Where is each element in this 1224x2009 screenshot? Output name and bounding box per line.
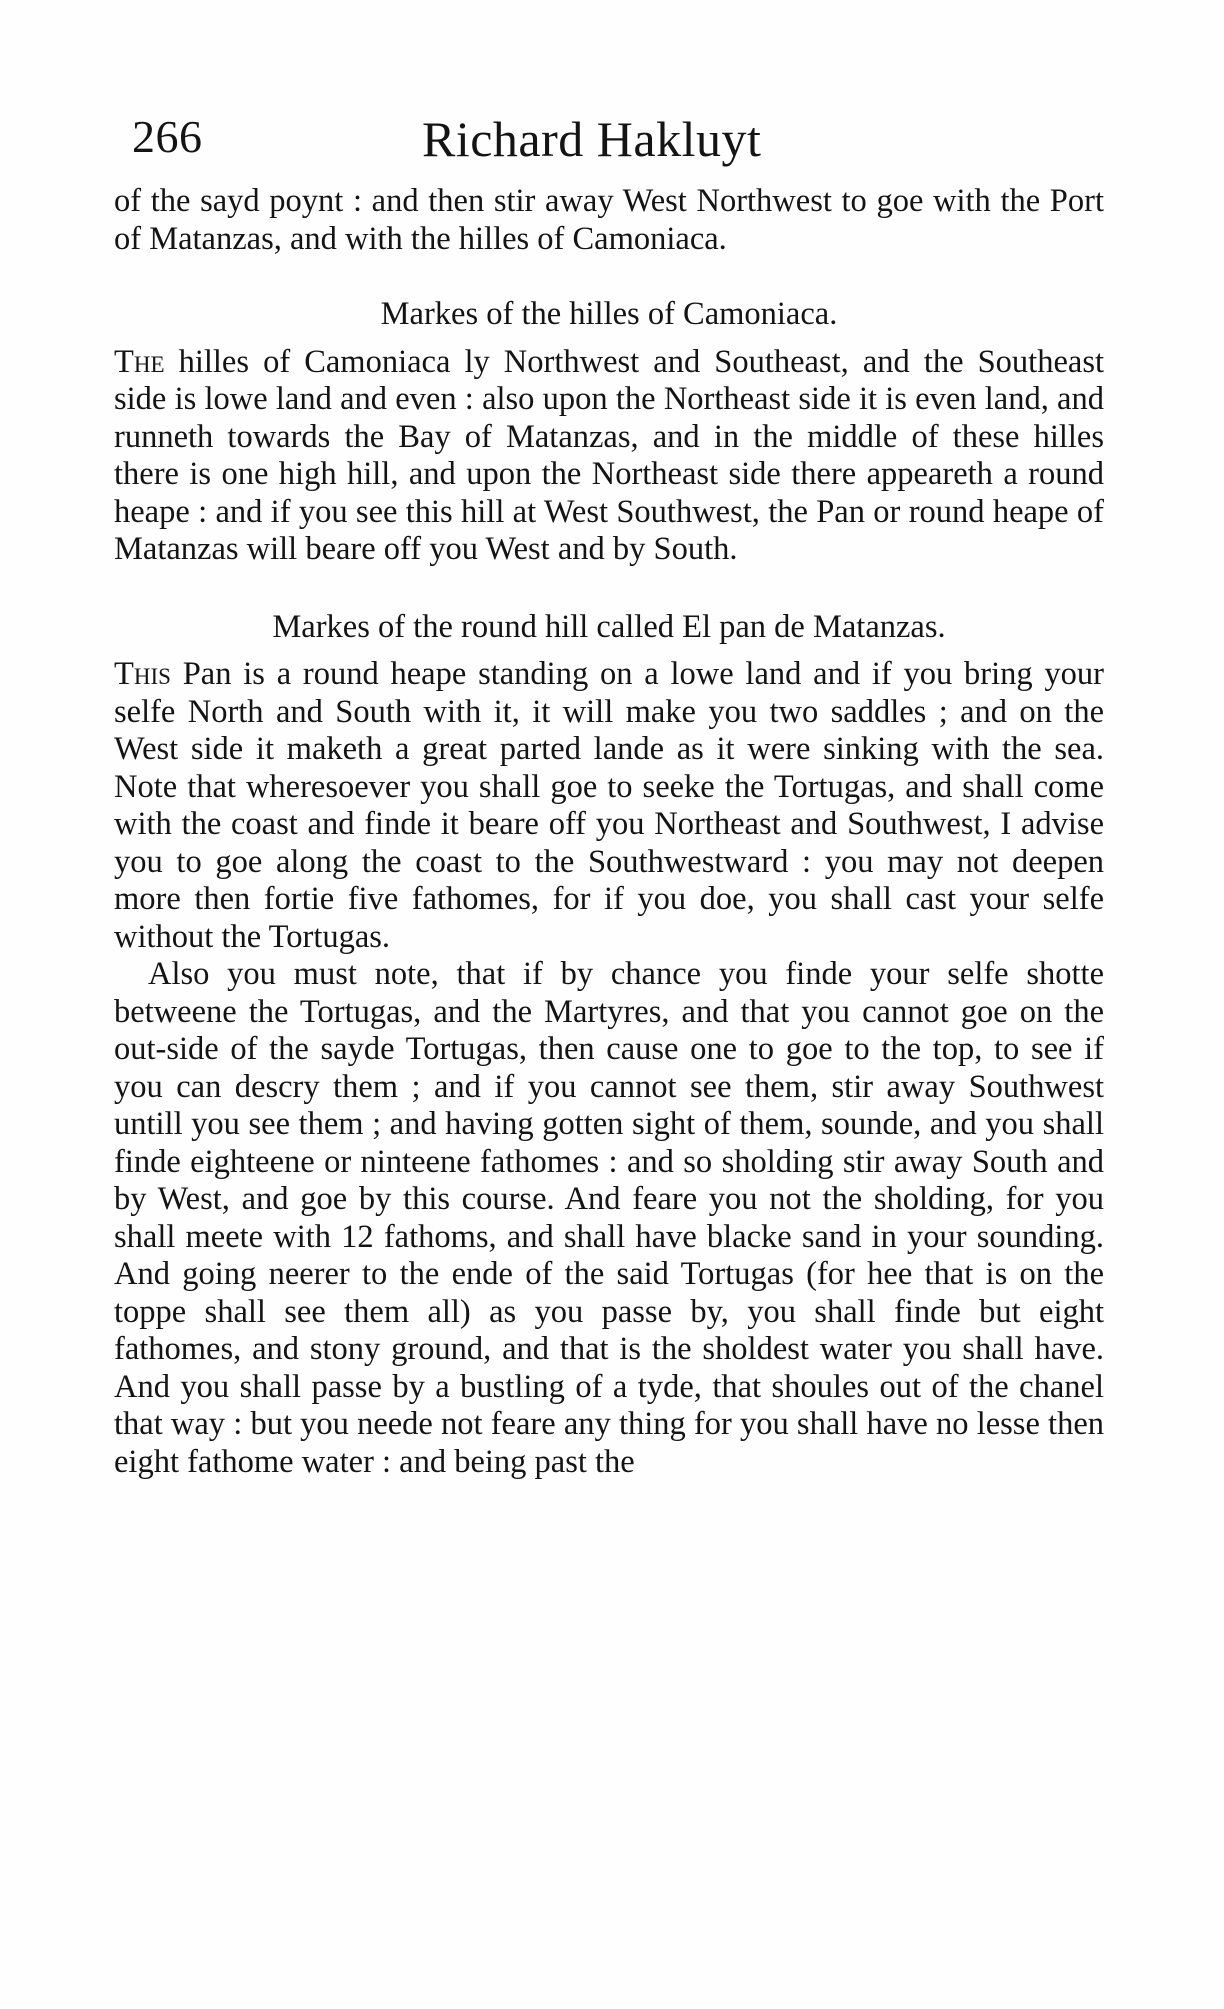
paragraph-text: hilles of Camoniaca ly Northwest and Southeast, and the Southeast side is lowe land and even : also upon the Northeast side it is even land, and runneth towards the Bay of Matanzas, and in the middle of these hilles there is one high hill, and upon the Northeast side there appeareth a round heape : and if you see this hill at West Southwest, the Pan or round heape of Matanzas will beare off you West and by South. bbox=[114, 343, 1104, 567]
running-head: Richard Hakluyt bbox=[422, 111, 762, 167]
paragraph-el-pan bbox=[114, 656, 1104, 956]
page-body bbox=[114, 183, 1104, 1481]
lead-word: This bbox=[114, 656, 171, 692]
paragraph-camoniaca bbox=[114, 344, 1104, 569]
lead-word: The bbox=[114, 343, 165, 380]
page-header bbox=[132, 110, 1122, 190]
section-heading-camoniaca: Markes of the hilles of Camoniaca. bbox=[380, 296, 838, 332]
opening-paragraph: of the sayd poynt : and then stir away West Northwest to goe with the Port of Matanzas, and with the hilles of Camoniaca. bbox=[114, 183, 1104, 257]
page-number: 266 bbox=[132, 111, 203, 162]
paragraph-text: Pan is a round heape standing on a lowe land and if you bring your selfe North and South with it, it will make you two saddles ; and on the West side it maketh a great parted lande as it were sinking with the sea. Note that wheresoever you shall goe to seeke the Tortugas, and shall come with the coast and finde it beare off you Northeast and Southwest, I advise you to goe along the coast to the Southwestward : you may not deepen more then fortie five fathomes, for if you doe, you shall cast your selfe without the Tortugas. bbox=[114, 656, 1104, 955]
paragraph-tortugas: Also you must note, that if by chance you finde your selfe shotte betweene the Tortugas, and the Martyres, and that you cannot goe on the out-side of the sayde Tortugas, then cause one to goe to the top, to see if you can descry them ; and if you cannot see them, stir away Southwest untill you see them ; and having gotten sight of them, sounde, and you shall finde eighteene or ninteene fathomes : and so sholding stir away South and by West, and goe by this course. And feare you not the sholding, for you shall meete with 12 fathoms, and shall have blacke sand in your sounding. And going neerer to the ende of the said Tortugas (for hee that is on the toppe shall see them all) as you passe by, you shall finde but eight fathomes, and stony ground, and that is the sholdest water you shall have. And you shall passe by a bustling of a tyde, that shoules out of the chanel that way : but you neede not feare any thing for you shall have no lesse then eight fathome water : and being past the bbox=[114, 956, 1104, 1480]
section-heading-el-pan: Markes of the round hill called El pan de Matanzas. bbox=[272, 608, 946, 645]
